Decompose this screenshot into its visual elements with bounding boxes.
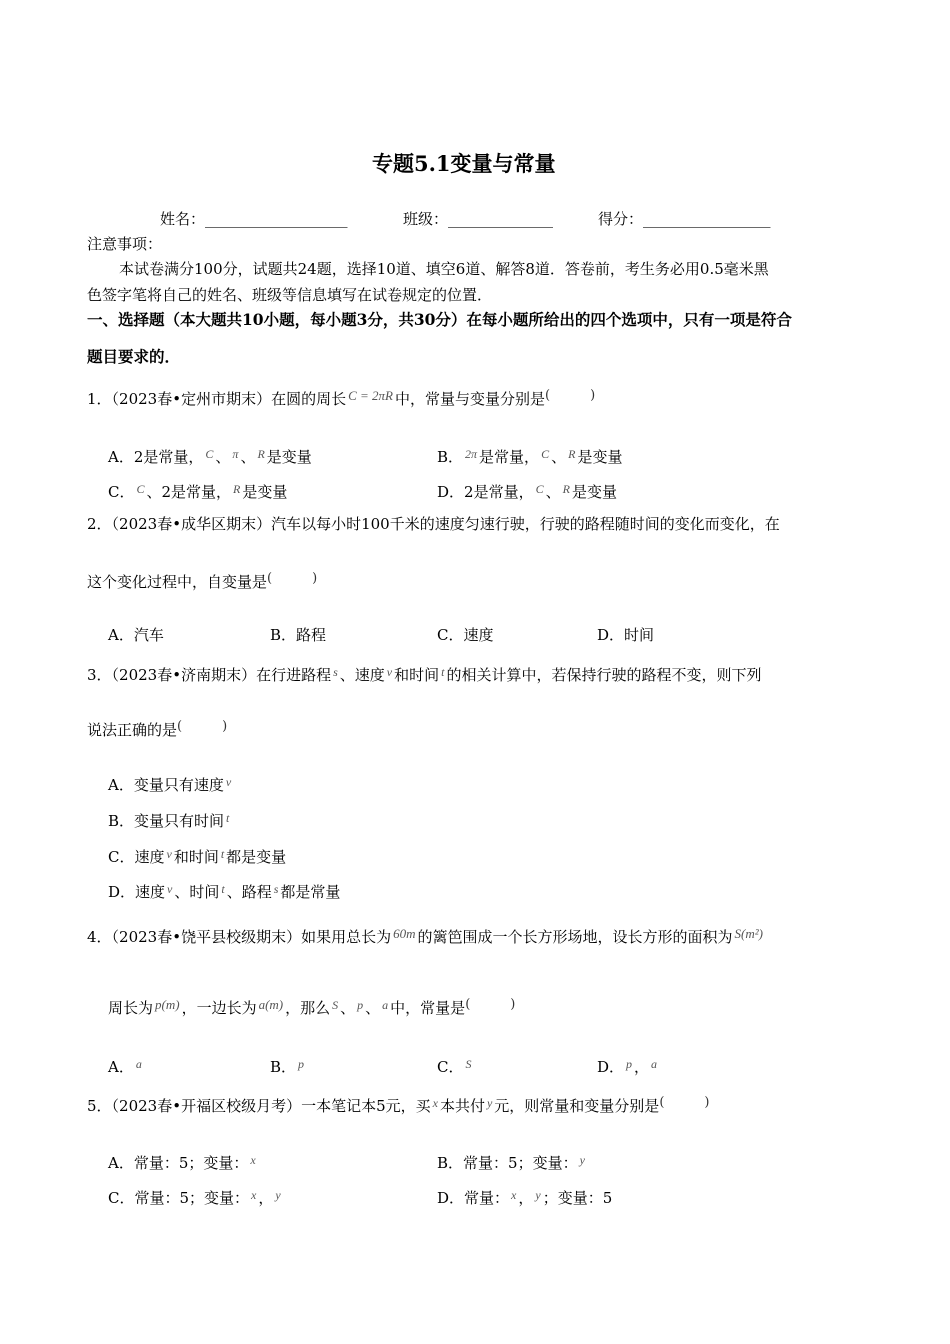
score-field[interactable] (598, 209, 771, 229)
question-source: （2023春•饶平县校级期末） (111, 928, 302, 946)
q4-option-b[interactable]: B． $^p$ (270, 1057, 305, 1076)
answer-blank: ( ) (545, 388, 596, 403)
name-label: 姓名： (160, 210, 206, 228)
question-1: 1．（2023春•定州市期末）在圆的周长 C = 2πR 中，常量与变量分别是( ) (87, 388, 596, 408)
answer-blank: ( ) (177, 719, 228, 734)
question-source: （2023春•济南期末） (111, 666, 257, 684)
score-blank: _________________ (643, 210, 771, 228)
page-title: 专题5.1变量与常量 (372, 151, 556, 176)
question-source: （2023春•定州市期末） (111, 390, 272, 408)
q2-option-a[interactable]: A．汽车 (108, 626, 164, 644)
question-number: 4． (87, 928, 112, 946)
question-3: 3．（2023春•济南期末）在行进路程 $^s$ 、速度 $^v$ 和时间 $^t$ 的相关计算中，若保持行驶的路程不变，则下列 (87, 665, 762, 684)
question-3-line-2: 说法正确的是( ) (87, 719, 228, 739)
question-number: 3． (87, 666, 112, 684)
section-heading-line-2: 题目要求的． (87, 347, 181, 366)
q1-option-d[interactable]: D．2是常量， $^C$ 、 $^R$ 是变量 (437, 482, 617, 501)
section-heading-line-1: 一、选择题（本大题共10小题，每小题3分，共30分）在每小题所给出的四个选项中，只有一项是符合 (87, 310, 792, 329)
q3-option-b[interactable]: B．变量只有时间 $^t$ (108, 811, 230, 830)
question-4-line-2: 周长为 p(m) ，一边长为 a(m) ，那么 $^S$ 、 $^p$ 、 $^a$ 中，常量是( ) (108, 997, 516, 1017)
answer-blank: ( ) (465, 997, 516, 1012)
class-field[interactable] (403, 209, 553, 229)
q5-option-b[interactable]: B．常量：5；变量： $^y$ (437, 1153, 585, 1172)
q4-option-c[interactable]: C． $^S$ (437, 1057, 472, 1076)
question-4: 4．（2023春•饶平县校级期末）如果用总长为 60m 的篱笆围成一个长方形场地，设长方形的面积为 S(m²) (87, 926, 763, 946)
answer-blank: ( ) (659, 1095, 710, 1110)
question-number: 1． (87, 390, 112, 408)
question-5: 5．（2023春•开福区校级月考）一本笔记本5元，买 $^x$ 本共付 $^y$ 元，则常量和变量分别是( ) (87, 1095, 710, 1115)
question-number: 2． (87, 515, 112, 533)
answer-blank: ( ) (267, 571, 318, 586)
q2-option-c[interactable]: C．速度 (437, 626, 494, 644)
formula: C = 2πR (348, 388, 393, 403)
score-label: 得分： (598, 210, 644, 228)
notice-heading: 注意事项： (87, 235, 163, 253)
q2-option-b[interactable]: B．路程 (270, 626, 327, 644)
q5-option-c[interactable]: C．常量：5；变量： $^x$ ， $^y$ (108, 1188, 281, 1207)
question-number: 5． (87, 1097, 112, 1115)
q2-option-d[interactable]: D．时间 (597, 626, 655, 644)
notice-line-1: 本试卷满分100分，试题共24题，选择10道、填空6道、解答8道．答卷前，考生务必用0.5毫米黑 (119, 260, 769, 278)
q1-option-a[interactable]: A．2是常量， $^C$ 、 $^\pi$ 、 $^R$ 是变量 (108, 447, 312, 466)
q5-option-d[interactable]: D．常量： $^x$ ， $^y$ ；变量：5 (437, 1188, 613, 1207)
question-source: （2023春•成华区期末） (111, 515, 272, 533)
q3-option-c[interactable]: C．速度 $^v$ 和时间 $^t$ 都是变量 (108, 847, 287, 866)
q3-option-a[interactable]: A．变量只有速度 $^v$ (108, 775, 232, 794)
q5-option-a[interactable]: A．常量：5；变量： $^x$ (108, 1153, 256, 1172)
q4-option-d[interactable]: D． $^p$ ， $^a$ (597, 1057, 658, 1076)
name-blank: ___________________ (205, 210, 348, 228)
q1-option-b[interactable]: B． $^{2\pi}$ 是常量， $^C$ 、 $^R$ 是变量 (437, 447, 623, 466)
question-source: （2023春•开福区校级月考） (111, 1097, 302, 1115)
q1-option-c[interactable]: C． $^C$ 、2是常量， $^R$ 是变量 (108, 482, 288, 501)
question-2: 2．（2023春•成华区期末）汽车以每小时100千米的速度匀速行驶，行驶的路程随时间的变化而变化，在 (87, 515, 780, 533)
name-field[interactable] (160, 209, 348, 229)
question-2-line-2: 这个变化过程中，自变量是( ) (87, 571, 318, 591)
q4-option-a[interactable]: A． $^a$ (108, 1057, 142, 1076)
notice-line-2: 色签字笔将自己的姓名、班级等信息填写在试卷规定的位置． (87, 286, 493, 304)
class-label: 班级： (403, 210, 449, 228)
q3-option-d[interactable]: D．速度 $^v$ 、时间 $^t$ 、路程 $^s$ 都是常量 (108, 882, 341, 901)
class-blank: ______________ (448, 210, 554, 228)
